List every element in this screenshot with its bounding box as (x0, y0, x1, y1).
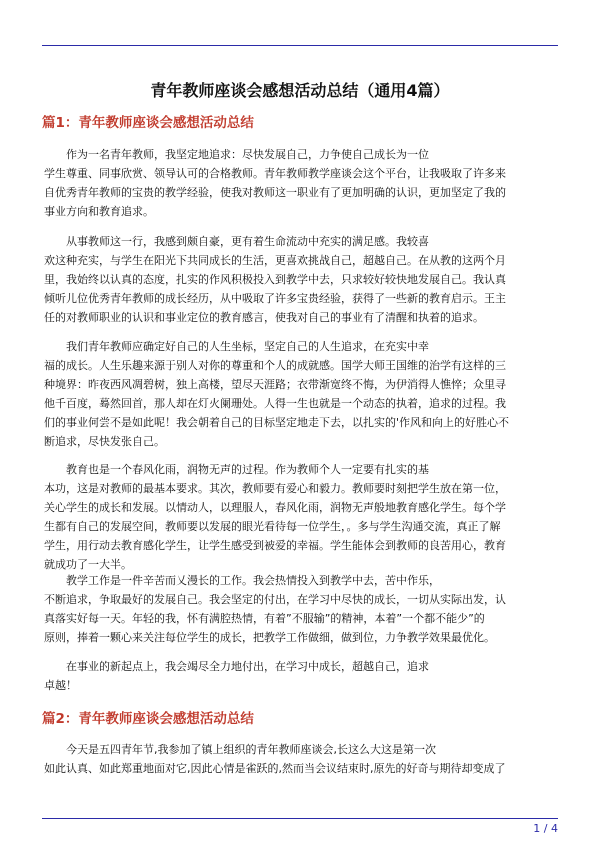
document-title: 青年教师座谈会感想活动总结（通用4篇） (150, 81, 450, 100)
text-line: 真落实好每一天。年轻的我，怀有满腔热情，有着”不服输”的精神，本着”一个都不能少”的 (44, 612, 485, 625)
text-line: 今天是五四青年节,我参加了镇上组织的青年教师座谈会,长这么大这是第一次 (66, 743, 436, 756)
text-line: 原则，捧着一颗心来关注每位学生的成长，把教学工作做细，做到位，力争教学效果最优化。 (44, 631, 495, 644)
text-line: 他千百度，蓦然回首，那人却在灯火阑珊处。人得一生也就是一个动态的执着，追求的过程。我 (44, 397, 506, 410)
text-line: 教学工作是一件辛苦而乂漫长的工作。我会热情投入到教学中去，苦中作乐， (66, 574, 440, 587)
text-line: 如此认真、如此郑重地面对它,因此心情是雀跃的,然而当会议结束时,原先的好奇与期待却变成了 (44, 762, 506, 775)
text-line: 任的对教师职业的认识和事业定位的教育感言，使我对自己的事业有了清醒和执着的追求。 (44, 311, 484, 324)
text-line: 种境界：昨夜西风凋碧树，独上高楼，望尽天涯路；衣带渐宽终不悔，为伊消得人憔悴；众里寻 (44, 378, 506, 391)
text-line: 福的成长。人生乐趣来源于别人对你的尊重和个人的成就感。国学大师王国维的治学有这样的三 (44, 359, 506, 372)
text-line: 自优秀青年教师的宝贵的教学经验，使我对教师这一职业有了更加明确的认识，更加坚定了我的 (44, 186, 506, 199)
text-line: 倾听儿位优秀青年教师的成长经历，从中吸取了许多宝贵经验，获得了一些新的教育启示。王主 (44, 292, 506, 305)
section-1-paragraph-3 (44, 337, 556, 451)
text-line: 作为一名青年教师，我坚定地追求：尽快发展自己，力争使自己成长为一位 (66, 148, 429, 161)
text-line: 在事业的新起点上，我会竭尽全力地付出，在学习中成长，超越自己，追求 (66, 660, 429, 673)
text-line: 们的事业何尝不是如此呢！我会朝着自己的目标坚定地走下去，以扎实的'作风和向上的好胜心不 (44, 416, 510, 429)
section-1-paragraph-4 (44, 460, 556, 574)
text-line: 就成功了一大半。 (44, 558, 132, 571)
section-2-heading: 篇2：青年教师座谈会感想活动总结 (42, 711, 254, 727)
footer-rule (42, 818, 558, 819)
section-1-paragraph-5 (44, 571, 556, 647)
text-line: 断追求，尽快发张自己。 (44, 435, 165, 448)
text-line: 我们青年教师应确定好自己的人生坐标，坚定自己的人生追求，在充实中幸 (66, 340, 429, 353)
text-line: 本功，这是对教师的最基本要求。其次，教师要有爱心和毅力。教师要时刻把学生放在第一位， (44, 482, 506, 495)
text-line: 生都有自己的发展空间，教师要以发展的眼光看待每一位学生，。多与学生沟通交流，真正了解 (44, 520, 501, 533)
section-1-paragraph-2 (44, 232, 556, 327)
text-line: 卓越！ (44, 679, 77, 692)
section-2-paragraph-1 (44, 740, 556, 778)
section-1-paragraph-1 (44, 145, 556, 221)
text-line: 学生，用行动去教育感化学生，让学生感受到被爱的幸福。学生能体会到教师的良苦用心，教育 (44, 539, 506, 552)
text-line: 关心学生的成长和发展。以情动人，以理服人，春风化雨，润物无声般地教育感化学生。每个学 (44, 501, 506, 514)
text-line: 不断追求，争取最好的发展自己。我会坚定的付出，在学习中尽快的成长，一切从实际出发，认 (44, 593, 506, 606)
text-line: 学生尊重、同事欣赏、领导认可的合格教师。青年教师教学座谈会这个平台，让我吸取了许多来 (44, 167, 506, 180)
text-line: 事业方向和教育追求。 (44, 205, 154, 218)
header-rule (42, 45, 558, 46)
text-line: 从事教师这一行，我感到颇自豪，更有着生命流动中充实的满足感。我较喜 (66, 235, 429, 248)
text-line: 欢这种充实，与学生在阳光下共同成长的生活，更喜欢挑战自己，超越自己。在从教的这两个月 (44, 254, 506, 267)
text-line: 里，我始终以认真的态度，扎实的作风积极投入到教学中去，只求较好较快地发展自己。我认真 (44, 273, 506, 286)
section-1-heading: 篇1：青年教师座谈会感想活动总结 (42, 115, 254, 131)
section-1-paragraph-6 (44, 657, 556, 695)
text-line: 教育也是一个春风化雨，润物无声的过程。作为教师个人一定要有扎实的基 (66, 463, 429, 476)
page-number: 1 / 4 (533, 822, 558, 835)
